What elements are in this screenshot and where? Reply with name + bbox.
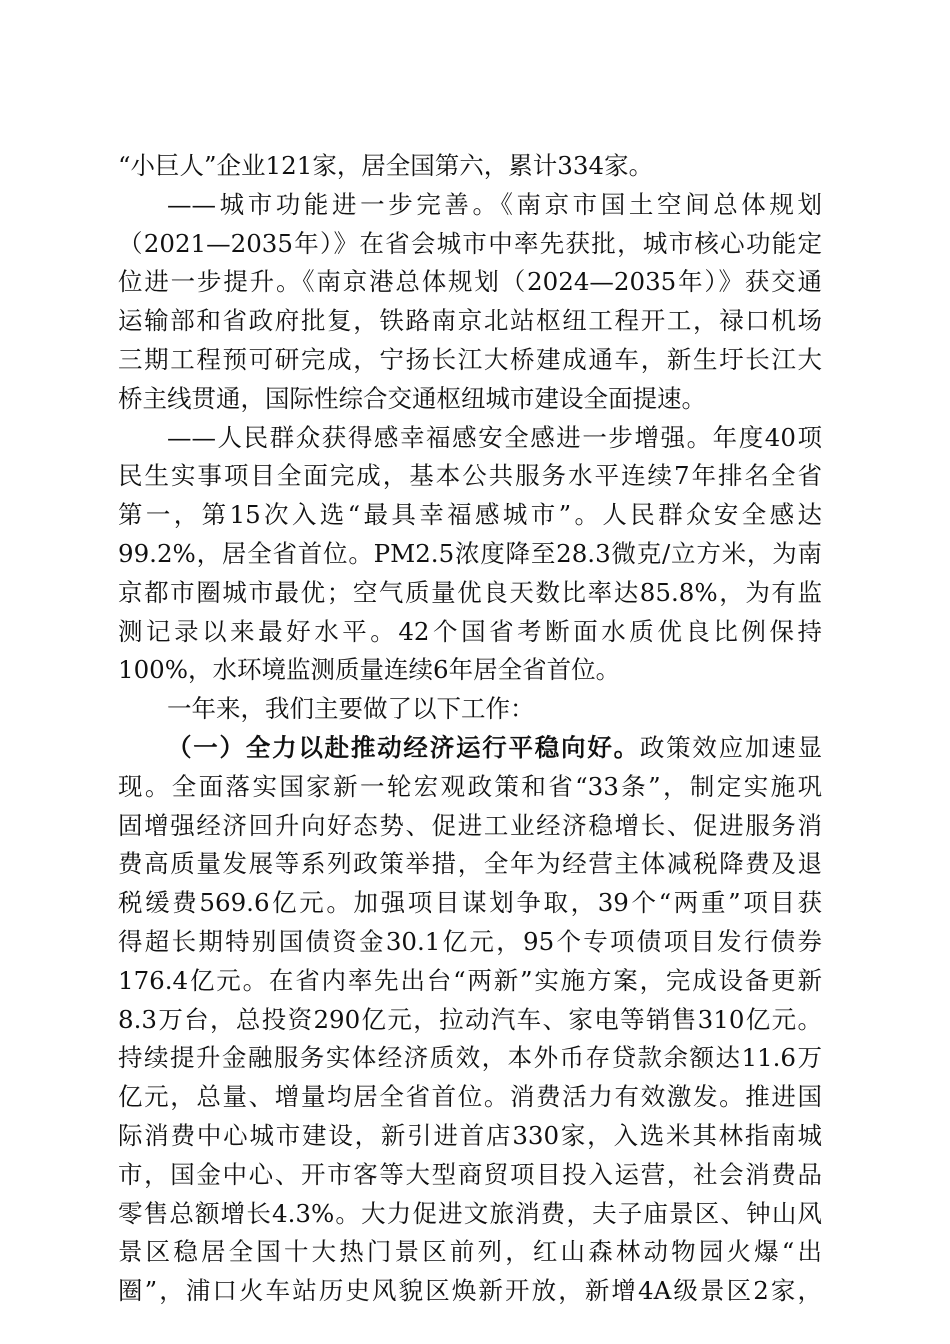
- paragraph-line: [118, 496, 822, 535]
- line-text: 持续提升金融服务实体经济质效，本外币存贷款余额达11.6万: [118, 1043, 822, 1073]
- line-text: 桥主线贯通，国际性综合交通枢纽城市建设全面提速。: [118, 383, 706, 413]
- line-text: ——城市功能进一步完善。《南京市国土空间总体规划: [167, 189, 822, 219]
- line-text: 100%，水环境监测质量连续6年居全省首位。: [118, 655, 621, 685]
- line-text: 市，国金中心、开市客等大型商贸项目投入运营，社会消费品: [118, 1159, 822, 1189]
- paragraph-line: [118, 457, 822, 496]
- line-text: （2021—2035年）》在省会城市中率先获批，城市核心功能定: [118, 228, 822, 258]
- line-text: 现。全面落实国家新一轮宏观政策和省“33条”，制定实施巩: [118, 771, 822, 801]
- line-text: 测记录以来最好水平。42个国省考断面水质优良比例保持: [118, 616, 822, 646]
- paragraph-line: [118, 613, 822, 652]
- line-text: 8.3万台，总投资290亿元，拉动汽车、家电等销售310亿元。: [118, 1004, 822, 1034]
- line-text: 圈”，浦口火车站历史风貌区焕新开放，新增4A级景区2家，: [118, 1276, 822, 1306]
- line-text: ——人民群众获得感幸福感安全感进一步增强。年度40项: [167, 422, 822, 452]
- paragraph-line: [118, 1233, 822, 1272]
- line-text: 京都市圈城市最优；空气质量优良天数比率达85.8%，为有监: [118, 577, 822, 607]
- line-text: “小巨人”企业121家，居全国第六，累计334家。: [118, 151, 654, 180]
- paragraph-line: [118, 1078, 822, 1117]
- paragraph-line: [118, 1117, 822, 1156]
- line-text: 得超长期特别国债资金30.1亿元，95个专项债项目发行债券: [118, 926, 822, 956]
- paragraph-line: [118, 962, 822, 1001]
- line-text: 99.2%，居全省首位。PM2.5浓度降至28.3微克/立方米，为南: [118, 538, 822, 568]
- line-text: 一年来，我们主要做了以下工作：: [167, 694, 535, 724]
- section-heading-line: [118, 729, 822, 768]
- line-text: 运输部和省政府批复，铁路南京北站枢纽工程开工，禄口机场: [118, 306, 822, 336]
- line-text: 176.4亿元。在省内率先出台“两新”实施方案，完成设备更新: [118, 965, 822, 995]
- paragraph-line: [118, 302, 822, 341]
- paragraph-line: [118, 845, 822, 884]
- line-text: 位进一步提升。《南京港总体规划（2024—2035年）》获交通: [118, 267, 822, 297]
- line-text: 税缓费569.6亿元。加强项目谋划争取，39个“两重”项目获: [118, 888, 822, 918]
- line-text: 零售总额增长4.3%。大力促进文旅消费，夫子庙景区、钟山风: [118, 1198, 822, 1228]
- paragraph-line: [118, 1272, 822, 1311]
- paragraph-line: [118, 341, 822, 380]
- paragraph-line: [118, 1039, 822, 1078]
- paragraph-line: [118, 1001, 822, 1040]
- paragraph-line: [118, 1195, 822, 1234]
- document-body: [118, 147, 822, 1311]
- paragraph-line: [118, 884, 822, 923]
- paragraph-line: [118, 380, 822, 419]
- paragraph-line: [118, 768, 822, 807]
- line-text: 费高质量发展等系列政策举措，全年为经营主体减税降费及退: [118, 849, 822, 879]
- line-text: 三期工程预可研完成，宁扬长江大桥建成通车，新生圩长江大: [118, 344, 822, 374]
- section-heading: （一）全力以赴推动经济运行平稳向好。: [167, 732, 640, 762]
- paragraph-line: [118, 807, 822, 846]
- paragraph-line: [118, 225, 822, 264]
- paragraph-line: [118, 690, 822, 729]
- paragraph-line: [118, 419, 822, 458]
- line-text: 景区稳居全国十大热门景区前列，红山森林动物园火爆“出: [118, 1237, 822, 1267]
- line-text: 亿元，总量、增量均居全省首位。消费活力有效激发。推进国: [118, 1082, 822, 1112]
- paragraph-line: [118, 535, 822, 574]
- paragraph-line: [118, 651, 822, 690]
- line-text: 际消费中心城市建设，新引进首店330家，入选米其林指南城: [118, 1120, 822, 1150]
- paragraph-line: [118, 574, 822, 613]
- paragraph-line: [118, 263, 822, 302]
- paragraph-line: [118, 923, 822, 962]
- line-text: 民生实事项目全面完成，基本公共服务水平连续7年排名全省: [118, 461, 822, 491]
- paragraph-line: [118, 1156, 822, 1195]
- line-text: 固增强经济回升向好态势、促进工业经济稳增长、促进服务消: [118, 810, 822, 840]
- paragraph-line: [118, 186, 822, 225]
- line-text: 政策效应加速显: [639, 732, 822, 762]
- paragraph-line: [118, 147, 822, 186]
- line-text: 第一，第15次入选“最具幸福感城市”。人民群众安全感达: [118, 500, 822, 530]
